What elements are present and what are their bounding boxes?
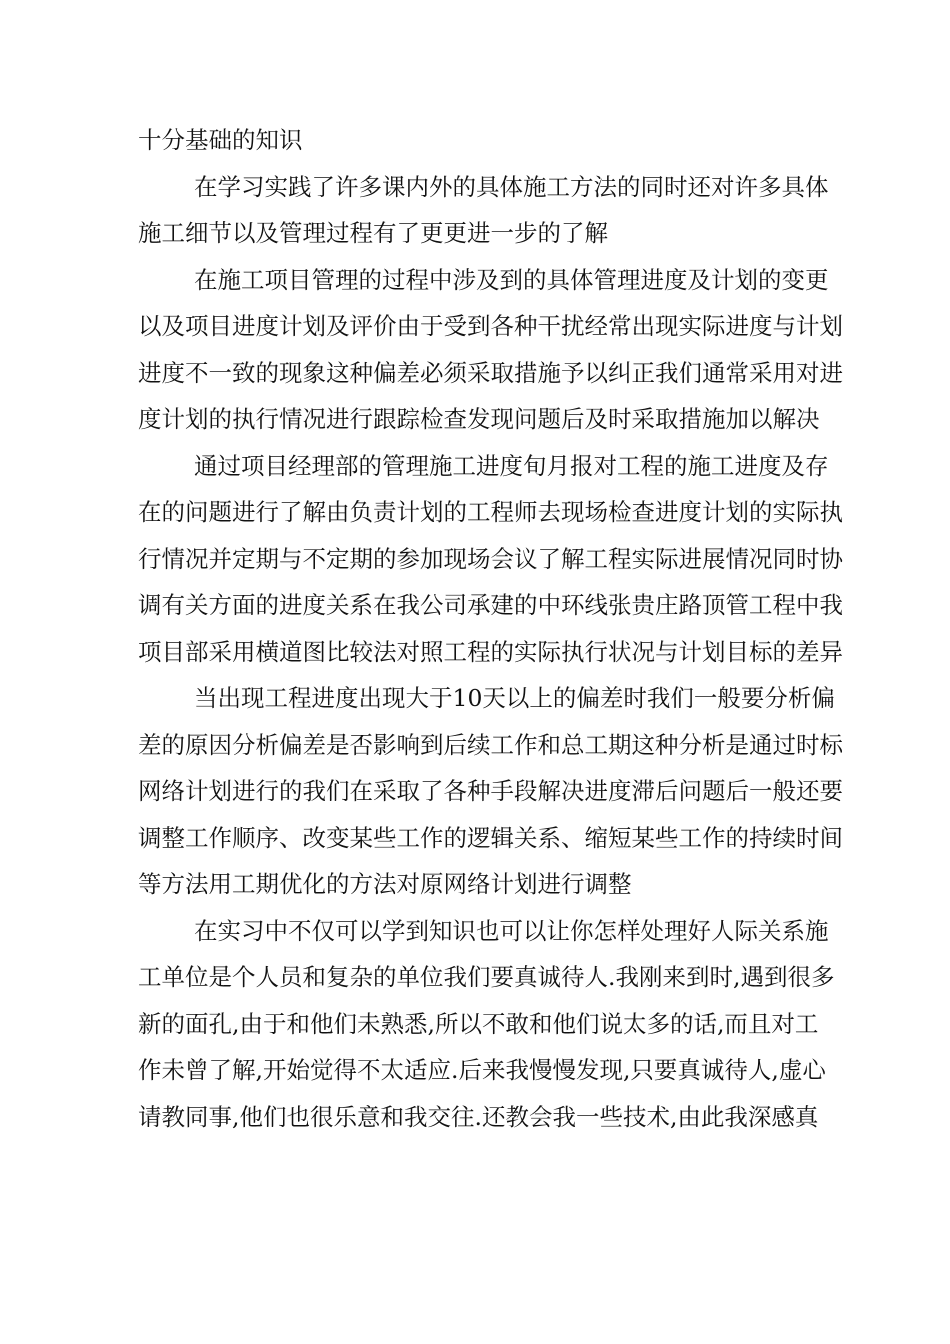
text-line: 行情况并定期与不定期的参加现场会议了解工程实际进展情况同时协 [138, 544, 843, 573]
paragraph-5 [138, 675, 843, 908]
paragraph-4 [138, 443, 843, 676]
paragraph-1 [138, 117, 810, 164]
text-line: 项目部采用横道图比较法对照工程的实际执行状况与计划目标的差异 [138, 637, 843, 666]
text-line: 差的原因分析偏差是否影响到后续工作和总工期这种分析是通过时标 [138, 730, 843, 759]
text-line: 进度不一致的现象这种偏差必须采取措施予以纠正我们通常采用对进 [138, 358, 843, 387]
text-line: 以及项目进度计划及评价由于受到各种干扰经常出现实际进度与计划 [138, 312, 843, 340]
text-line: 在施工项目管理的过程中涉及到的具体管理进度及计划的变更 [194, 265, 829, 294]
paragraph-2 [138, 164, 829, 257]
text-line: 在的问题进行了解由负责计划的工程师去现场检查进度计划的实际执 [138, 498, 843, 526]
text-line: 十分基础的知识 [138, 126, 303, 154]
text-line: 在学习实践了许多课内外的具体施工方法的同时还对许多具体 [194, 172, 829, 201]
text-line: 新的面孔,由于和他们未熟悉,所以不敢和他们说太多的话,而且对工 [138, 1009, 819, 1038]
text-line: 等方法用工期优化的方法对原网络计划进行调整 [138, 870, 632, 898]
text-line: 通过项目经理部的管理施工进度旬月报对工程的施工进度及存 [194, 451, 829, 480]
paragraph-6 [138, 908, 835, 1141]
text-line: 当出现工程进度出现大于10天以上的偏差时我们一般要分析偏 [194, 684, 835, 712]
text-line: 施工细节以及管理过程有了更更进一步的了解 [138, 219, 608, 247]
text-line: 调有关方面的进度关系在我公司承建的中环线张贵庄路顶管工程中我 [138, 591, 843, 619]
paragraph-3 [138, 257, 843, 443]
text-line: 度计划的执行情况进行跟踪检查发现问题后及时采取措施加以解决 [138, 405, 820, 433]
text-line: 工单位是个人员和复杂的单位我们要真诚待人.我刚来到时,遇到很多 [138, 963, 835, 991]
text-line: 请教同事,他们也很乐意和我交往.还教会我一些技术,由此我深感真 [138, 1102, 819, 1131]
text-line: 在实习中不仅可以学到知识也可以让你怎样处理好人际关系施 [194, 916, 829, 945]
document-body [138, 117, 843, 1140]
text-line: 调整工作顺序、改变某些工作的逻辑关系、缩短某些工作的持续时间 [138, 823, 843, 852]
text-line: 网络计划进行的我们在采取了各种手段解决进度滞后问题后一般还要 [138, 777, 843, 805]
text-line: 作未曾了解,开始觉得不太适应.后来我慢慢发现,只要真诚待人,虚心 [138, 1056, 826, 1084]
